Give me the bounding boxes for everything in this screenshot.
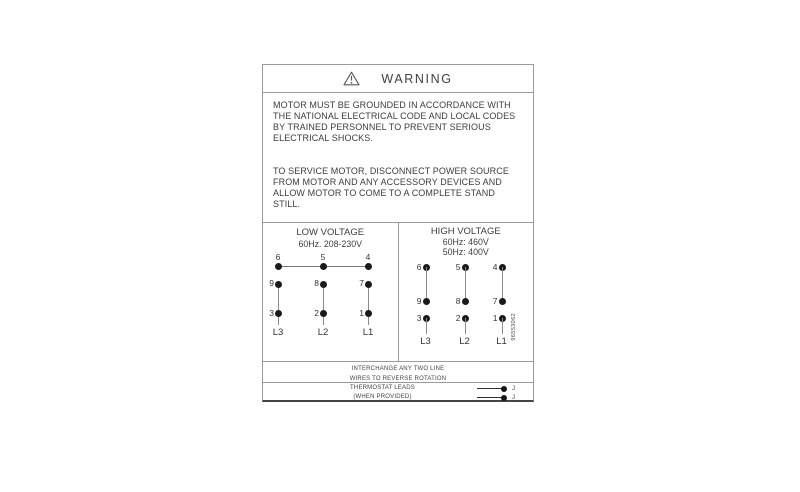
lead-dot (501, 395, 507, 401)
rotation-note-line2: WIRES TO REVERSE ROTATION (349, 376, 447, 382)
terminal-number: 6 (275, 252, 281, 262)
wire-line (368, 284, 369, 325)
terminal-dot (462, 298, 469, 305)
terminal-number: 3 (416, 313, 422, 323)
wire-line (465, 318, 466, 334)
low-voltage-title: LOW VOLTAGE (296, 227, 365, 238)
low-voltage-diagram (263, 223, 399, 361)
wire-line (465, 267, 466, 301)
line-label: L1 (496, 336, 507, 347)
thermostat-note (263, 383, 533, 400)
rotation-note (263, 362, 533, 383)
lead-wire (477, 388, 503, 389)
lead-wire (477, 397, 503, 398)
line-label: L3 (272, 327, 284, 338)
terminal-dot (320, 310, 327, 317)
lead-label: J (512, 385, 515, 392)
wire-line (502, 318, 503, 334)
warning-triangle-icon (343, 71, 360, 86)
thermostat-text (350, 384, 415, 402)
terminal-number: 7 (492, 296, 498, 306)
terminal-number: 4 (365, 252, 371, 262)
terminal-number: 9 (416, 296, 422, 306)
thermostat-line1: THERMOSTAT LEADS (350, 385, 415, 391)
service-notice: TO SERVICE MOTOR, DISCONNECT POWER SOURCE FROM MOTOR AND ANY ACCESSORY DEVICES AND ALLOW MOTOR TO COME TO A COMPLETE STAND STILL. (273, 166, 509, 209)
terminal-dot (365, 263, 372, 270)
line-label: L3 (420, 336, 431, 347)
line-label: L1 (362, 327, 374, 338)
terminal-dot (275, 281, 282, 288)
thermostat-lead-symbol (477, 385, 515, 392)
wiring-diagrams (263, 223, 533, 362)
terminal-number: 4 (492, 262, 498, 272)
terminal-number: 2 (455, 313, 461, 323)
terminal-number: 3 (269, 308, 274, 318)
notice-section (263, 93, 533, 223)
terminal-dot (499, 298, 506, 305)
terminal-dot (320, 263, 327, 270)
wire-line (323, 284, 324, 325)
grounding-notice: MOTOR MUST BE GROUNDED IN ACCORDANCE WITH THE NATIONAL ELECTRICAL CODE AND LOCAL CODES BY TRAINED PERSONNEL TO PREVENT SERIOUS ELECTRICAL SHOCKS. (273, 100, 516, 143)
terminal-number: 1 (359, 308, 364, 318)
lead-label: J (512, 394, 515, 401)
high-voltage-subtitle-60hz: 60Hz: 460V (442, 237, 489, 247)
warning-title: WARNING (381, 71, 453, 86)
thermostat-lead-symbol (477, 394, 515, 401)
lead-dot (501, 386, 507, 392)
terminal-number: 6 (416, 262, 422, 272)
terminal-number: 8 (455, 296, 461, 306)
thermostat-line2: (WHEN PROVIDED) (353, 394, 412, 400)
part-number: 96553062 (510, 313, 517, 341)
rotation-note-line1: INTERCHANGE ANY TWO LINE (351, 366, 445, 372)
wire-line (278, 284, 279, 325)
terminal-dot (423, 298, 430, 305)
terminal-number: 2 (314, 308, 319, 318)
line-label: L2 (459, 336, 470, 347)
high-voltage-title: HIGH VOLTAGE (430, 226, 501, 237)
terminal-number: 5 (320, 252, 326, 262)
terminal-dot (320, 281, 327, 288)
high-voltage-diagram (399, 223, 534, 361)
wire-line (426, 318, 427, 334)
terminal-dot (365, 310, 372, 317)
line-label: L2 (317, 327, 329, 338)
terminal-number: 9 (269, 278, 274, 288)
wire-line (502, 267, 503, 301)
wire-line (426, 267, 427, 301)
terminal-number: 8 (314, 278, 319, 288)
terminal-dot (275, 310, 282, 317)
terminal-dot (365, 281, 372, 288)
terminal-number: 1 (492, 313, 498, 323)
low-voltage-subtitle: 60Hz. 208-230V (298, 239, 363, 249)
motor-wiring-warning-label (262, 64, 534, 402)
terminal-dot (275, 263, 282, 270)
terminal-number: 5 (455, 262, 461, 272)
warning-header (263, 65, 533, 93)
terminal-number: 7 (359, 278, 364, 288)
high-voltage-subtitle-50hz: 50Hz: 400V (442, 247, 489, 257)
